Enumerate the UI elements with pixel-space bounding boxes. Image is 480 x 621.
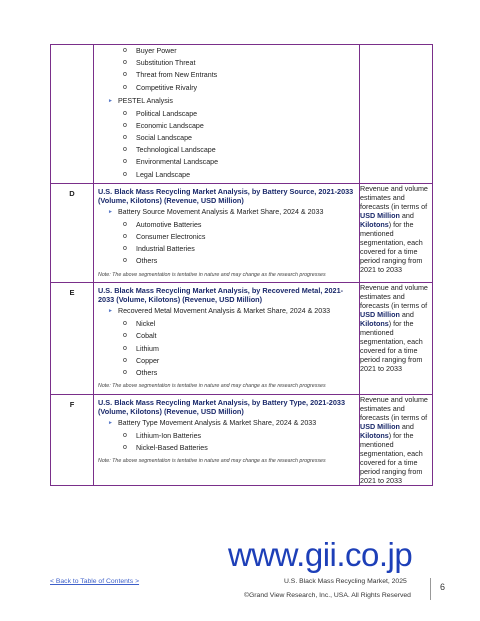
list-item: o Nickel-Based Batteries xyxy=(123,444,208,453)
segment-list xyxy=(94,219,359,268)
section-subheading: ► Battery Source Movement Analysis & Market Share, 2024 & 2033 xyxy=(108,207,324,216)
section-content xyxy=(94,183,360,282)
list-item: o Lithium-Ion Batteries xyxy=(123,431,202,440)
letter-cell-empty xyxy=(51,45,94,184)
list-item: o Consumer Electronics xyxy=(123,233,206,241)
content-cell xyxy=(94,45,360,184)
section-description: Revenue and volume estimates and forecasts (in terms of USD Million and Kilotons) for the mentioned segmentation, each covered for a time period ranging from 2021 to 2033 xyxy=(360,283,433,395)
watermark: www.gii.co.jp xyxy=(228,536,413,573)
list-item: o Automotive Batteries xyxy=(123,220,202,229)
list-item: o Economic Landscape xyxy=(123,121,204,130)
section-description: Revenue and volume estimates and forecasts (in terms of USD Million and Kilotons) for the mentioned segmentation, each covered for a time period ranging from 2021 to 2033 xyxy=(360,394,433,485)
section-title: U.S. Black Mass Recycling Market Analysis, by Recovered Metal, 2021-2033 (Volume, Kilotons) (Revenue, USD Million) xyxy=(98,286,344,305)
triangle-bullet-icon: ► xyxy=(108,97,113,104)
list-item: o Technological Landscape xyxy=(123,146,216,155)
list-item: o Buyer Power xyxy=(123,47,177,55)
section-row-f xyxy=(51,394,433,485)
triangle-bullet-icon: ► xyxy=(108,420,113,427)
section-content xyxy=(94,394,360,485)
section-title: U.S. Black Mass Recycling Market Analysis, by Battery Source, 2021-2033 (Volume, Kilotons) (Revenue, USD Million) xyxy=(98,186,354,205)
section-description: Revenue and volume estimates and forecasts (in terms of USD Million and Kilotons) for the mentioned segmentation, each covered for a time period ranging from 2021 to 2033 xyxy=(360,183,433,282)
section-content xyxy=(94,283,360,395)
section-row-e xyxy=(51,283,433,395)
list-item: o Political Landscape xyxy=(123,109,198,118)
segmentation-note: Note: The above segmentation is tentative in nature and may change as the research progresses xyxy=(98,271,326,278)
list-item: o Cobalt xyxy=(123,332,157,341)
list-item: o Competitive Rivalry xyxy=(123,83,198,92)
footer-copyright: ©Grand View Research, Inc., USA. All Rights Reserved xyxy=(244,592,411,599)
pestel-list xyxy=(94,108,359,183)
list-item: o Environmental Landscape xyxy=(123,158,219,167)
page-number: 6 xyxy=(440,582,446,592)
list-item: o Substitution Threat xyxy=(123,59,196,68)
section-letter: E xyxy=(51,283,94,395)
list-item: o Nickel xyxy=(123,320,156,329)
list-item: o Threat from New Entrants xyxy=(123,71,218,80)
section-subheading: ► Battery Type Movement Analysis & Market Share, 2024 & 2033 xyxy=(108,419,317,428)
section-subheading: ► Recovered Metal Movement Analysis & Market Share, 2024 & 2033 xyxy=(108,307,331,316)
section-title: U.S. Black Mass Recycling Market Analysis, by Battery Type, 2021-2033 (Volume, Kilotons) (Revenue, USD Million) xyxy=(98,397,345,416)
back-to-toc-link[interactable]: < Back to Table of Contents > xyxy=(50,578,140,585)
section-row-d xyxy=(51,183,433,282)
list-item: o Social Landscape xyxy=(123,133,193,142)
pestel-heading: ► PESTEL Analysis xyxy=(108,96,173,105)
porter-list xyxy=(94,45,359,94)
list-item: o Others xyxy=(123,257,158,266)
section-letter: F xyxy=(51,394,94,485)
segmentation-note: Note: The above segmentation is tentative in nature and may change as the research progresses xyxy=(98,458,326,465)
section-letter: D xyxy=(51,183,94,282)
footer-report-title: U.S. Black Mass Recycling Market, 2025 xyxy=(284,578,407,585)
list-item: o Others xyxy=(123,369,158,377)
list-item: o Copper xyxy=(123,356,160,365)
list-item: o Lithium xyxy=(123,344,159,353)
list-item: o Legal Landscape xyxy=(123,170,191,179)
triangle-bullet-icon: ► xyxy=(108,208,113,215)
footer-divider xyxy=(430,578,431,600)
desc-cell-empty xyxy=(360,45,433,184)
segment-list xyxy=(94,318,359,379)
toc-table xyxy=(50,44,433,486)
continuation-row xyxy=(51,45,433,184)
triangle-bullet-icon: ► xyxy=(108,308,113,315)
segment-list xyxy=(94,430,359,454)
segmentation-note: Note: The above segmentation is tentative in nature and may change as the research progresses xyxy=(98,383,326,390)
list-item: o Industrial Batteries xyxy=(123,245,195,254)
